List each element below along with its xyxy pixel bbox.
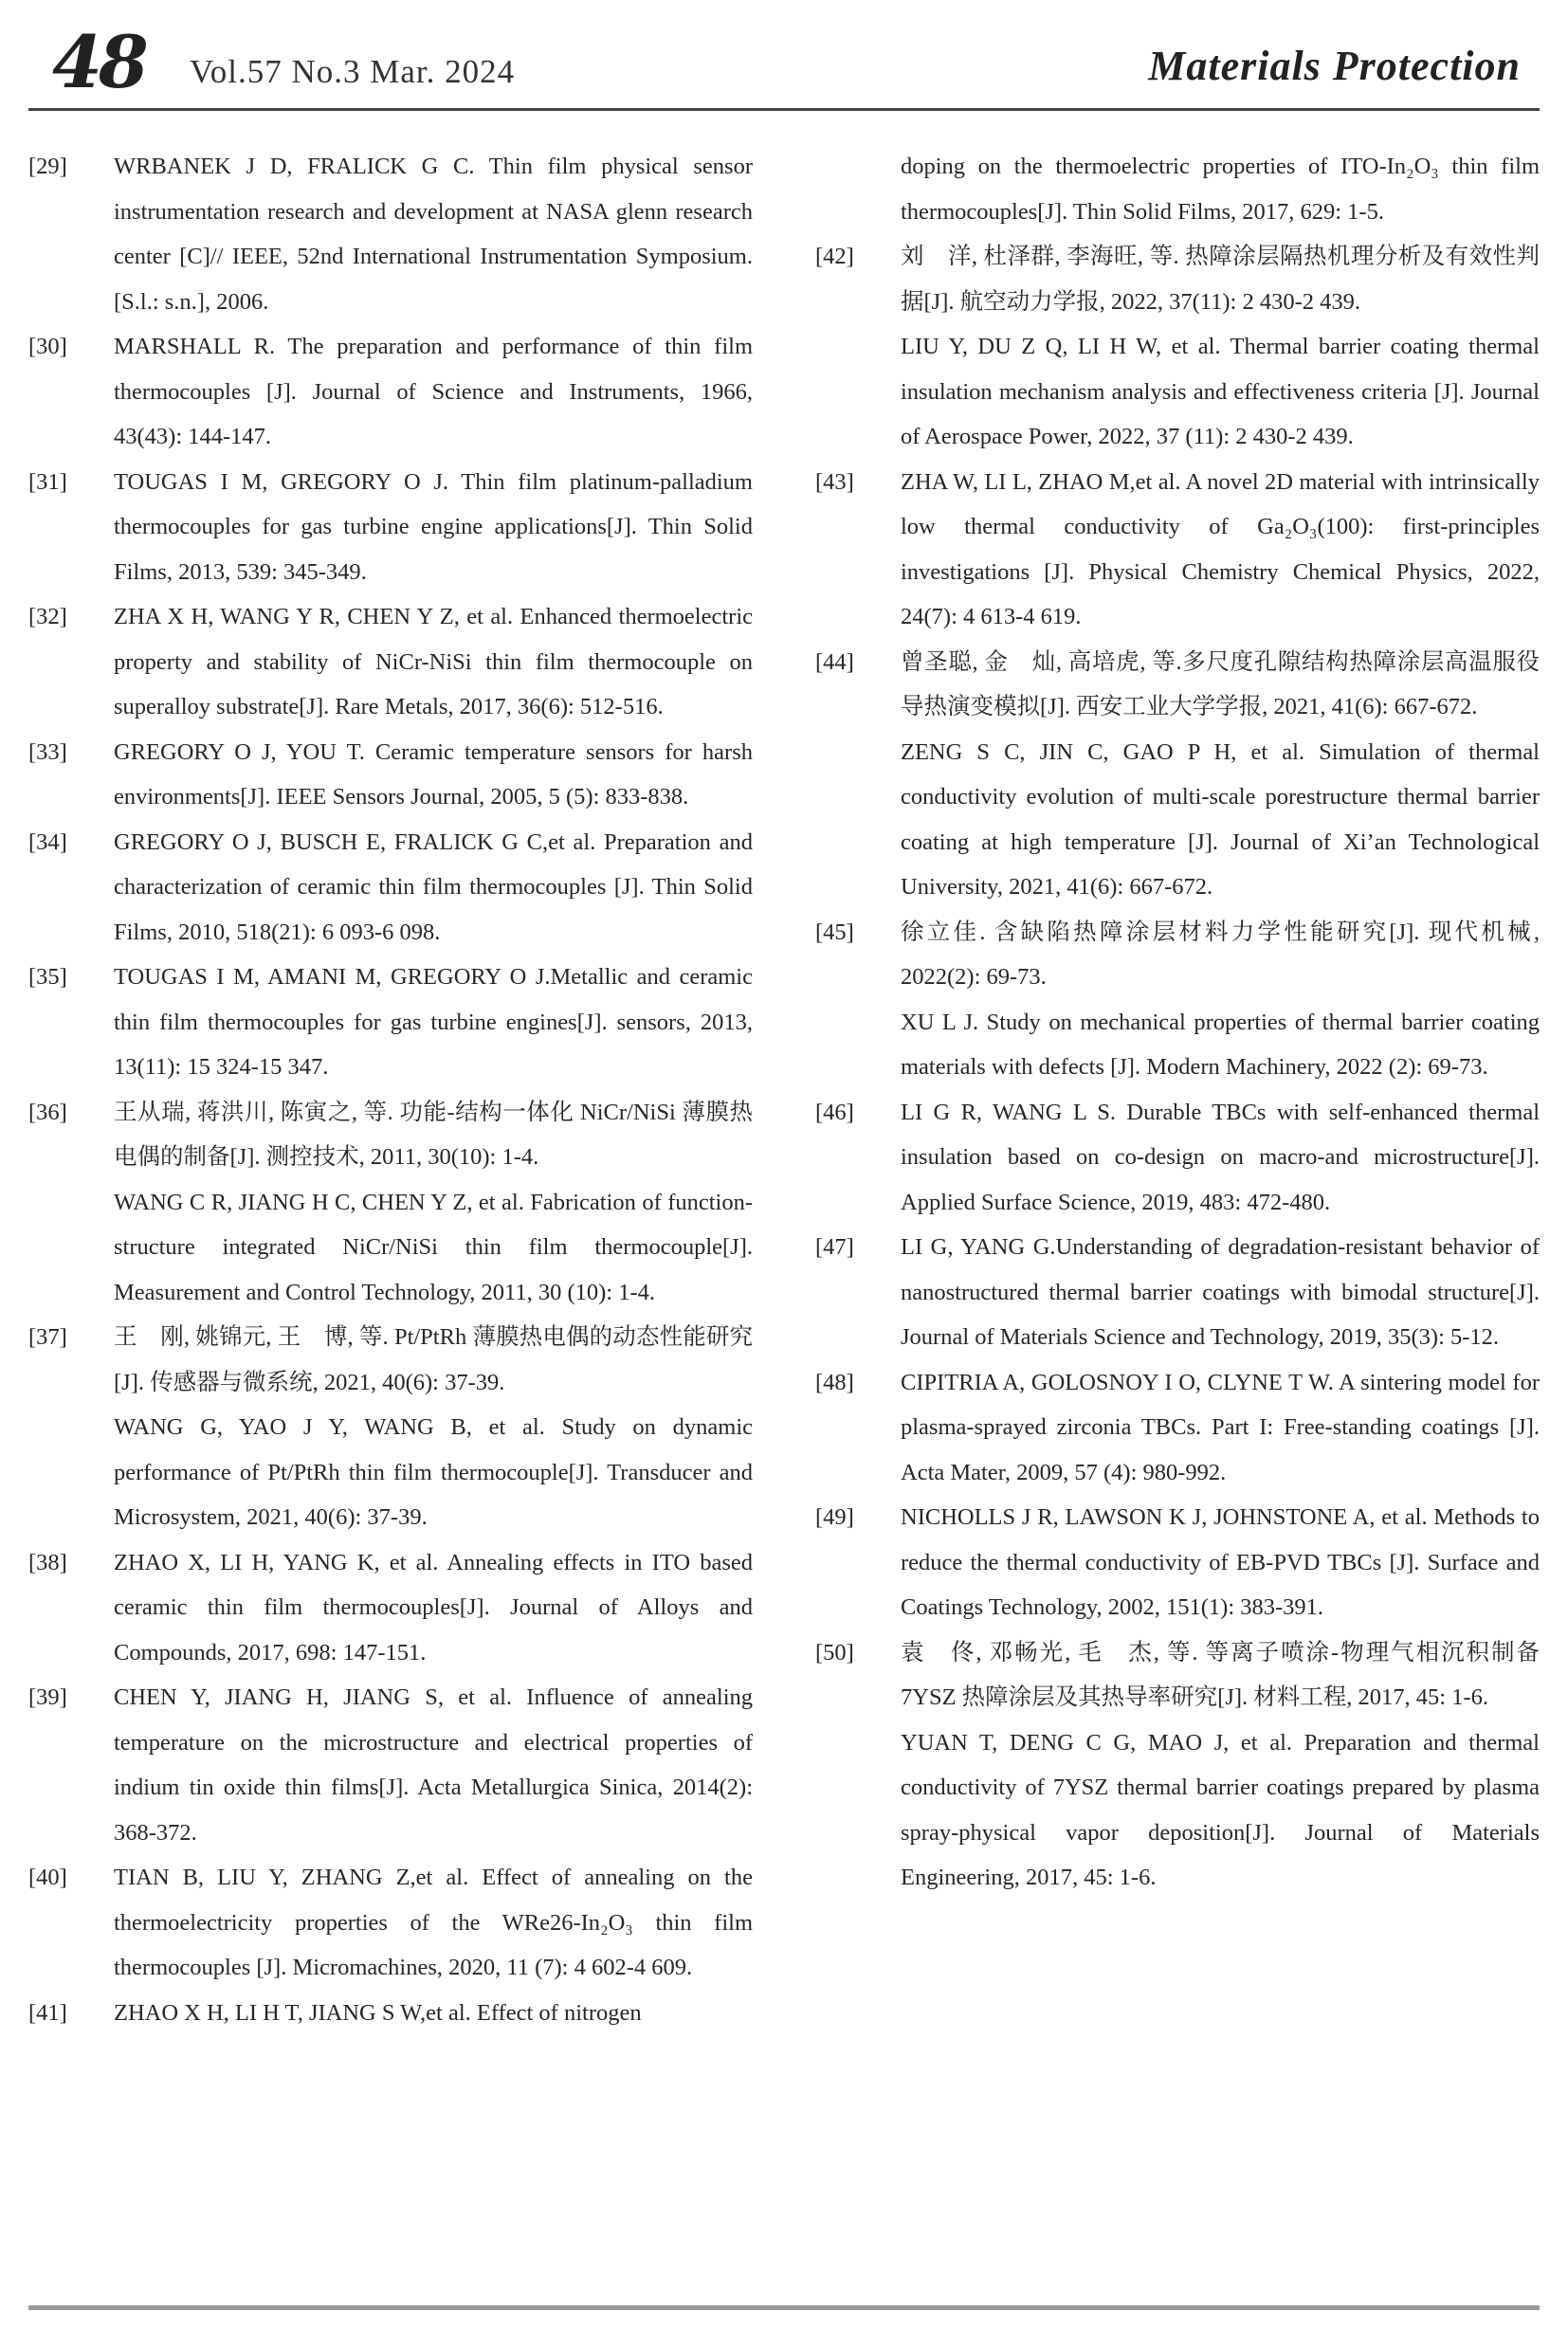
reference-item [28, 820, 753, 956]
reference-number: [47] [815, 1234, 854, 1260]
reference-item [28, 1991, 753, 2036]
reference-text: 徐立佳. 含缺陷热障涂层材料力学性能研究[J]. 现代机械, 2022(2): 69-73. [901, 919, 1540, 990]
reference-item [815, 640, 1540, 910]
reference-text: CHEN Y, JIANG H, JIANG S, et al. Influence of annealing temperature on the microstructure and electrical properties of indium tin oxide thin films[J]. Acta Metallurgica Sinica, 2014(2): 368-372. [114, 1684, 753, 1846]
reference-number: [36] [28, 1099, 67, 1125]
reference-text: WRBANEK J D, FRALICK G C. Thin film physical sensor instrumentation research and development at NASA glenn research center [C]// IEEE, 52nd International Instrumentation Symposium. [S.l.: s.n.], 2006. [114, 154, 753, 315]
reference-item [28, 1675, 753, 1855]
reference-text: MARSHALL R. The preparation and performance of thin film thermocouples [J]. Journal of Science and Instruments, 1966, 43(43): 144-147. [114, 334, 753, 449]
reference-text: NICHOLLS J R, LAWSON K J, JOHNSTONE A, et al. Methods to reduce the thermal conductivity of EB-PVD TBCs [J]. Surface and Coatings Technology, 2002, 151(1): 383-391. [901, 1504, 1540, 1620]
reference-english-text: WANG G, YAO J Y, WANG B, et al. Study on dynamic performance of Pt/PtRh thin film thermocouple[J]. Transducer and Microsystem, 2021, 40(6): 37-39. [114, 1414, 753, 1530]
reference-number: [32] [28, 604, 67, 629]
reference-item [815, 1630, 1540, 1901]
reference-english-text: YUAN T, DENG C G, MAO J, et al. Preparation and thermal conductivity of 7YSZ thermal barrier coatings prepared by plasma spray-physical vapor deposition[J]. Journal of Materials Engineering, 2017, 45: 1-6. [901, 1729, 1540, 1890]
reference-text: TOUGAS I M, GREGORY O J. Thin film platinum-palladium thermocouples for gas turbine engine applications[J]. Thin Solid Films, 2013, 539: 345-349. [114, 468, 753, 585]
reference-item [28, 1540, 753, 1676]
reference-text: TIAN B, LIU Y, ZHANG Z,et al. Effect of annealing on the thermoelectricity properties of the WRe26-In₂O₃ thin film thermocouples [J]. Micromachines, 2020, 11 (7): 4 602-4 609. [114, 1865, 753, 1980]
reference-item [28, 594, 753, 730]
reference-number: [38] [28, 1549, 67, 1575]
reference-number: [43] [815, 468, 854, 495]
reference-number: [35] [28, 964, 67, 990]
reference-continuation [815, 144, 1540, 234]
reference-number: [33] [28, 738, 67, 765]
reference-text: CIPITRIA A, GOLOSNOY I O, CLYNE T W. A sintering model for plasma-sprayed zirconia TBCs. Part I: Free-standing coatings [J]. Acta Mater, 2009, 57 (4): 980-992. [901, 1369, 1540, 1485]
reference-item [815, 234, 1540, 460]
footer-rule [28, 2305, 1540, 2310]
reference-item [28, 955, 753, 1090]
reference-number: [46] [815, 1099, 854, 1125]
reference-english-text: ZENG S C, JIN C, GAO P H, et al. Simulation of thermal conductivity evolution of multi-scale porestructure thermal barrier coating at high temperature [J]. Journal of Xi’an Technological University, 2021, 41(6): 667-672. [901, 738, 1540, 900]
header-rule [28, 108, 1540, 111]
reference-number: [48] [815, 1369, 854, 1395]
reference-item [815, 1495, 1540, 1630]
issue-info: Vol.57 No.3 Mar. 2024 [190, 53, 516, 90]
reference-text: LI G, YANG G.Understanding of degradation-resistant behavior of nanostructured thermal barrier coatings with bimodal structure[J]. Journal of Materials Science and Technology, 2019, 35(3): 5-12. [901, 1234, 1540, 1350]
reference-item [815, 1360, 1540, 1496]
reference-text: 袁 佟, 邓畅光, 毛 杰, 等. 等离子喷涂-物理气相沉积制备 7YSZ 热障涂层及其热导率研究[J]. 材料工程, 2017, 45: 1-6. [901, 1639, 1540, 1710]
reference-item [815, 1090, 1540, 1226]
reference-number: [41] [28, 1999, 67, 2026]
reference-english-text: WANG C R, JIANG H C, CHEN Y Z, et al. Fabrication of function-structure integrated NiCr/NiSi thin film thermocouple[J]. Measurement and Control Technology, 2011, 30 (10): 1-4. [114, 1189, 753, 1305]
reference-english-text: LIU Y, DU Z Q, LI H W, et al. Thermal barrier coating thermal insulation mechanism analysis and effectiveness criteria [J]. Journal of Aerospace Power, 2022, 37 (11): 2 430-2 439. [901, 334, 1540, 449]
journal-title: Materials Protection [1148, 43, 1521, 89]
reference-item [28, 324, 753, 460]
reference-item [28, 1315, 753, 1540]
reference-number: [42] [815, 244, 854, 269]
reference-item [28, 730, 753, 820]
reference-text: GREGORY O J, YOU T. Ceramic temperature sensors for harsh environments[J]. IEEE Sensors Journal, 2005, 5 (5): 833-838. [114, 738, 753, 810]
reference-text: 王从瑞, 蒋洪川, 陈寅之, 等. 功能-结构一体化 NiCr/NiSi 薄膜热电偶的制备[J]. 测控技术, 2011, 30(10): 1-4. [114, 1099, 753, 1170]
reference-number: [30] [28, 334, 67, 359]
reference-text: GREGORY O J, BUSCH E, FRALICK G C,et al. Preparation and characterization of ceramic thin film thermocouples [J]. Thin Solid Films, 2010, 518(21): 6 093-6 098. [114, 828, 753, 945]
reference-text: ZHA X H, WANG Y R, CHEN Y Z, et al. Enhanced thermoelectric property and stability of NiCr-NiSi thin film thermocouple on superalloy substrate[J]. Rare Metals, 2017, 36(6): 512-516. [114, 604, 753, 719]
reference-number: [31] [28, 468, 67, 495]
reference-text: ZHAO X H, LI H T, JIANG S W,et al. Effect of nitrogen [114, 1999, 642, 2026]
left-column [28, 144, 753, 2035]
reference-number: [39] [28, 1684, 67, 1710]
reference-text: doping on the thermoelectric properties of ITO-In₂O₃ thin film thermocouples[J]. Thin Solid Films, 2017, 629: 1-5. [901, 154, 1540, 225]
reference-item [815, 1225, 1540, 1360]
reference-number: [37] [28, 1324, 67, 1350]
reference-text: ZHAO X, LI H, YANG K, et al. Annealing effects in ITO based ceramic thin film thermocouples[J]. Journal of Alloys and Compounds, 2017, 698: 147-151. [114, 1549, 753, 1666]
reference-text: 曾圣聪, 金 灿, 高培虎, 等.多尺度孔隙结构热障涂层高温服役导热演变模拟[J]. 西安工业大学学报, 2021, 41(6): 667-672. [901, 648, 1540, 719]
page-number: 48 [52, 20, 145, 104]
reference-item [28, 460, 753, 595]
reference-item [28, 144, 753, 324]
reference-text: 王 刚, 姚锦元, 王 博, 等. Pt/PtRh 薄膜热电偶的动态性能研究[J]. 传感器与微系统, 2021, 40(6): 37-39. [114, 1324, 753, 1395]
right-column [815, 144, 1540, 1901]
reference-number: [29] [28, 154, 67, 179]
reference-number: [49] [815, 1504, 854, 1530]
reference-number: [40] [28, 1865, 67, 1890]
reference-text: ZHA W, LI L, ZHAO M,et al. A novel 2D material with intrinsically low thermal conductivity of Ga₂O₃(100): first-principles investigations [J]. Physical Chemistry Chemical Physics, 2022, 24(7): 4 613-4 619. [901, 468, 1540, 629]
reference-text: 刘 洋, 杜泽群, 李海旺, 等. 热障涂层隔热机理分析及有效性判据[J]. 航空动力学报, 2022, 37(11): 2 430-2 439. [901, 244, 1540, 315]
reference-item [28, 1855, 753, 1991]
reference-english-text: XU L J. Study on mechanical properties of thermal barrier coating materials with defects [J]. Modern Machinery, 2022 (2): 69-73. [901, 1009, 1540, 1080]
reference-number: [44] [815, 648, 854, 675]
reference-number: [50] [815, 1639, 854, 1666]
page-header [0, 0, 1568, 121]
reference-item [28, 1090, 753, 1316]
reference-number: [45] [815, 919, 854, 945]
reference-number: [34] [28, 828, 67, 855]
reference-item [815, 460, 1540, 640]
reference-item [815, 910, 1540, 1090]
reference-text: LI G R, WANG L S. Durable TBCs with self-enhanced thermal insulation based on co-design on macro-and microstructure[J]. Applied Surface Science, 2019, 483: 472-480. [901, 1099, 1540, 1215]
reference-text: TOUGAS I M, AMANI M, GREGORY O J.Metallic and ceramic thin film thermocouples for gas turbine engines[J]. sensors, 2013, 13(11): 15 324-15 347. [114, 964, 753, 1080]
